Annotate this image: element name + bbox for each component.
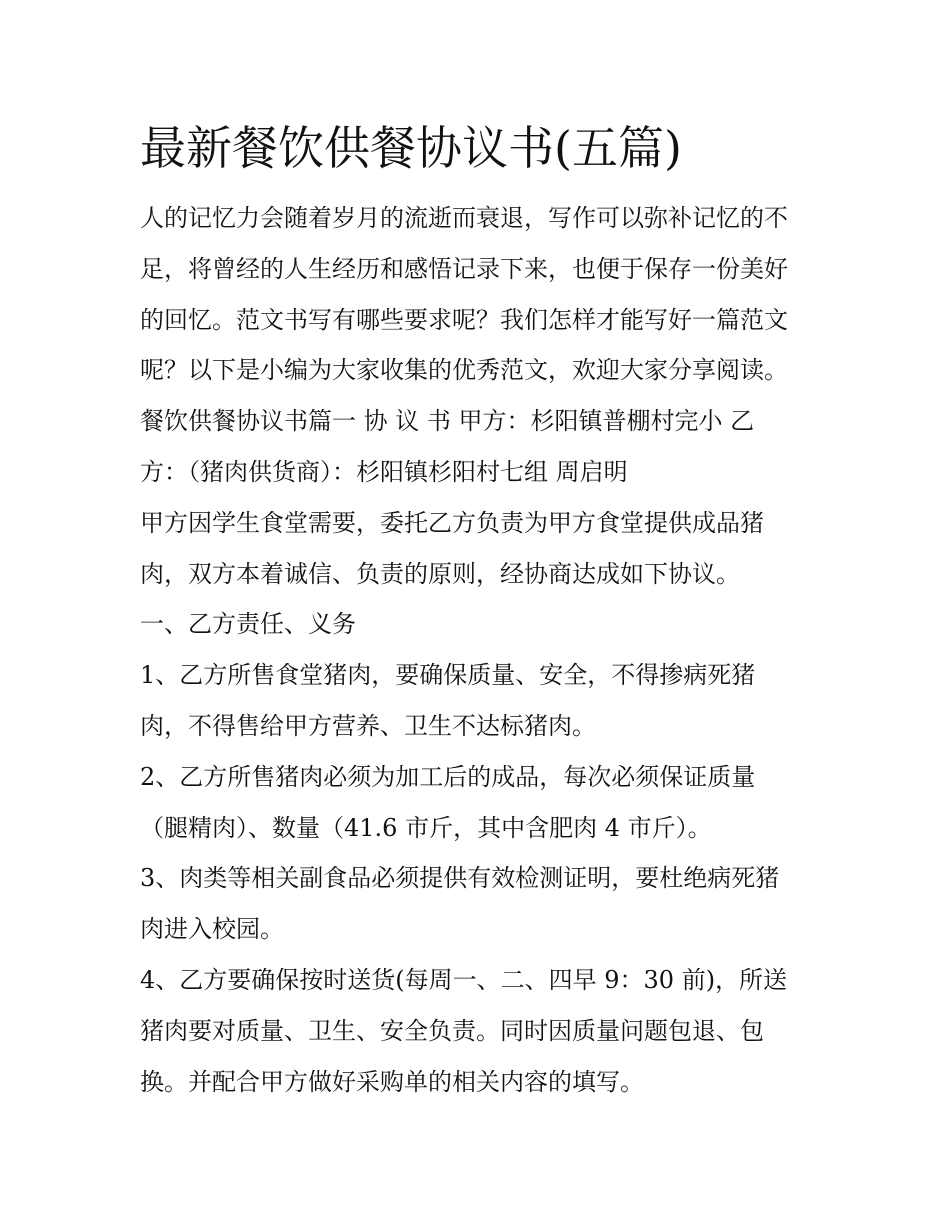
paragraph-line: 足，将曾经的人生经历和感悟记录下来，也便于保存一份美好 <box>140 254 788 283</box>
paragraph-line: 肉，不得售给甲方营养、卫生不达标猪肉。 <box>140 711 596 740</box>
document-title: 最新餐饮供餐协议书(五篇) <box>140 121 682 175</box>
paragraph-line: 4、乙方要确保按时送货(每周一、二、四早 9：30 前)，所送 <box>140 965 788 994</box>
document-body <box>140 200 788 1114</box>
paragraph-line: 一、乙方责任、义务 <box>140 610 356 639</box>
paragraph-line: 甲方因学生食堂需要，委托乙方负责为甲方食堂提供成品猪 <box>140 508 764 537</box>
paragraph-line: 1、乙方所售食堂猪肉，要确保质量、安全，不得掺病死猪 <box>140 661 756 690</box>
paragraph-line: （腿精肉）、数量（41.6 市斤，其中含肥肉 4 市斤）。 <box>140 813 712 842</box>
paragraph-line: 猪肉要对质量、卫生、安全负责。同时因质量问题包退、包 <box>140 1016 764 1045</box>
paragraph-line: 肉进入校园。 <box>140 915 284 944</box>
paragraph-line: 肉，双方本着诚信、负责的原则，经协商达成如下协议。 <box>140 559 740 588</box>
paragraph-line: 人的记忆力会随着岁月的流逝而衰退，写作可以弥补记忆的不 <box>140 204 788 232</box>
paragraph-line: 餐饮供餐协议书篇一 协 议 书 甲方：杉阳镇普棚村完小 乙 <box>140 407 755 436</box>
paragraph-line: 2、乙方所售猪肉必须为加工后的成品，每次必须保证质量 <box>140 762 756 791</box>
paragraph-line: 的回忆。范文书写有哪些要求呢？我们怎样才能写好一篇范文 <box>140 305 788 334</box>
paragraph-line: 换。并配合甲方做好采购单的相关内容的填写。 <box>140 1067 644 1096</box>
paragraph-line: 方：（猪肉供货商）：杉阳镇杉阳村七组 周启明 <box>140 457 628 486</box>
paragraph-line: 3、肉类等相关副食品必须提供有效检测证明，要杜绝病死猪 <box>140 864 780 893</box>
paragraph-line: 呢？以下是小编为大家收集的优秀范文，欢迎大家分享阅读。 <box>140 356 788 385</box>
